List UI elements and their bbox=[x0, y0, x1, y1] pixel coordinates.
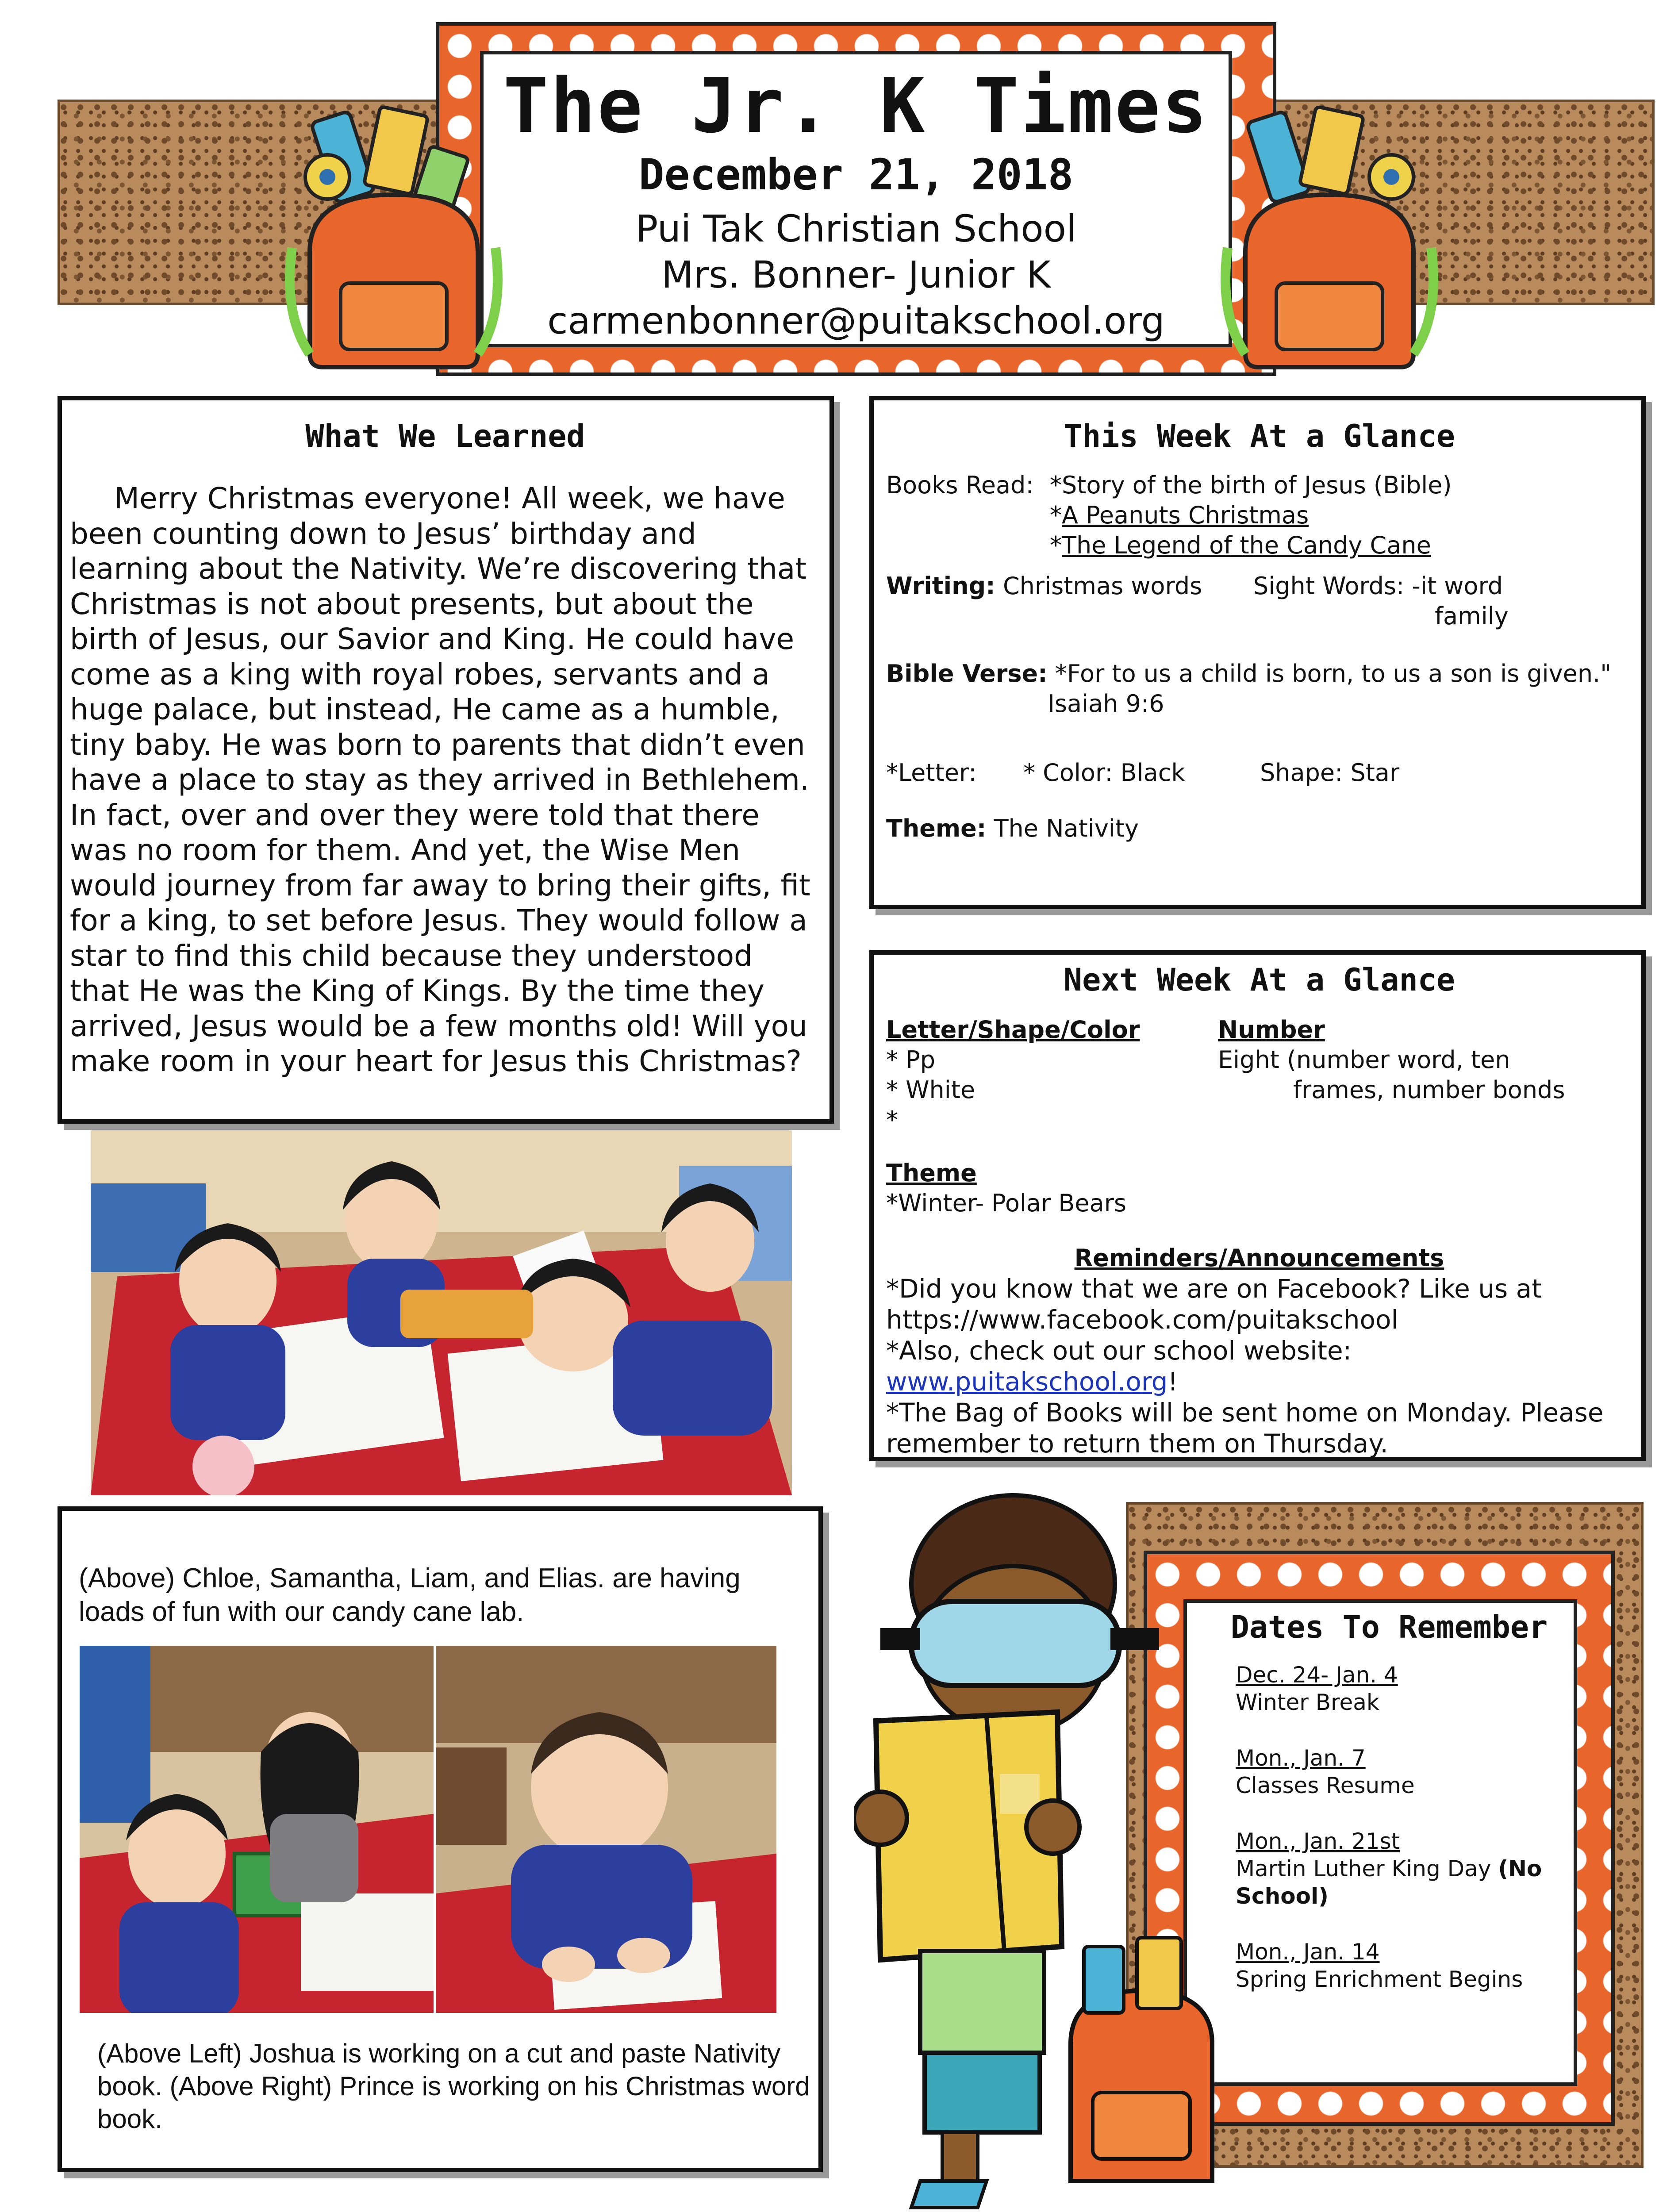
theme-row bbox=[886, 814, 1632, 844]
teacher-email: carmenbonner@puitakschool.org bbox=[547, 299, 1165, 342]
date-item bbox=[1236, 1828, 1560, 1910]
date-item-desc: Martin Luther King Day (No School) bbox=[1236, 1856, 1542, 1909]
reminders-text bbox=[886, 1273, 1632, 1459]
book-1: *Story of the birth of Jesus (Bible) bbox=[1050, 471, 1452, 499]
book-3: *The Legend of the Candy Cane bbox=[1050, 531, 1431, 559]
backpack-icon bbox=[1219, 106, 1440, 372]
shape-value: Shape: Star bbox=[1260, 759, 1400, 787]
kid-reading-icon bbox=[854, 1491, 1221, 2210]
book-2: *A Peanuts Christmas bbox=[1050, 501, 1309, 529]
caption-top: (Above) Chloe, Samantha, Liam, and Elias. are having loads of fun with our candy cane lab. bbox=[79, 1563, 741, 1627]
next-week-heading: Next Week At a Glance bbox=[1063, 962, 1455, 998]
next-letter: * Pp bbox=[886, 1046, 936, 1074]
next-theme-label: Theme bbox=[886, 1159, 977, 1187]
this-week-heading: This Week At a Glance bbox=[1063, 418, 1455, 454]
newsletter-date: December 21, 2018 bbox=[638, 150, 1074, 200]
photo-prince bbox=[436, 1646, 776, 2013]
backpack-icon bbox=[283, 106, 504, 372]
bible-verse-label: Bible Verse: bbox=[886, 660, 1048, 687]
next-week-top-row bbox=[886, 1015, 1632, 1135]
next-extra: * bbox=[886, 1106, 898, 1134]
letter-value: *Letter: bbox=[886, 759, 977, 787]
date-item bbox=[1236, 1744, 1560, 1799]
reminder-website: *Also, check out our school website: www.puitakschool.org! bbox=[886, 1336, 1352, 1397]
next-theme-value: *Winter- Polar Bears bbox=[886, 1189, 1127, 1217]
reminder-bag-of-books: *The Bag of Books will be sent home on Monday. Please remember to return them on Thursday. bbox=[886, 1398, 1604, 1459]
photo-candy-cane-lab bbox=[91, 1130, 792, 1495]
masthead bbox=[480, 51, 1232, 347]
date-item bbox=[1236, 1661, 1560, 1716]
bible-verse-row bbox=[886, 659, 1632, 719]
theme-value: The Nativity bbox=[994, 814, 1139, 842]
next-week-panel bbox=[869, 950, 1646, 1461]
book-3-title: The Legend of the Candy Cane bbox=[1062, 531, 1431, 559]
writing-label: Writing: bbox=[886, 572, 995, 600]
caption-bottom: (Above Left) Joshua is working on a cut and paste Nativity book. (Above Right) Prince is working on his Christmas word book. bbox=[97, 2039, 810, 2134]
next-color: * White bbox=[886, 1076, 975, 1104]
reminders-heading: Reminders/Announcements bbox=[1074, 1244, 1444, 1272]
date-item-note: (No School) bbox=[1236, 1856, 1542, 1909]
date-item-date: Mon., Jan. 21st bbox=[1236, 1828, 1400, 1854]
sight-words: Sight Words: -it word bbox=[1253, 572, 1503, 600]
dates-panel bbox=[1183, 1599, 1577, 2086]
theme-label: Theme: bbox=[886, 814, 987, 842]
books-read-label: Books Read: bbox=[886, 471, 1034, 499]
school-website-link[interactable]: www.puitakschool.org bbox=[886, 1367, 1168, 1397]
date-item-desc: Classes Resume bbox=[1236, 1773, 1415, 1798]
sight-words-cont: family bbox=[1435, 602, 1509, 630]
school-name: Pui Tak Christian School bbox=[635, 207, 1077, 250]
bible-verse-ref: Isaiah 9:6 bbox=[1048, 690, 1164, 718]
date-item-date: Mon., Jan. 7 bbox=[1236, 1745, 1366, 1771]
reminder-facebook-url[interactable]: https://www.facebook.com/puitakschool bbox=[886, 1305, 1398, 1335]
number-label: Number bbox=[1218, 1016, 1325, 1044]
dates-list bbox=[1236, 1661, 1560, 1993]
what-we-learned-panel bbox=[58, 396, 834, 1124]
color-value: * Color: Black bbox=[1023, 759, 1185, 787]
book-2-title: A Peanuts Christmas bbox=[1062, 501, 1309, 529]
what-we-learned-text: Merry Christmas everyone! All week, we have been counting down to Jesus’ birthday and learning about the Nativity. We’re discovering that Christmas is not about presents, but about the birth of Jesus, our Savior and King. He could have come as a king with royal robes, servants and a huge palace, but instead, He came as a humble, tiny baby. He was born to parents that didn’t even have a place to stay as they arrived in Bethlehem. In fact, over and over they were told that there was no room for them. And yet, the Wise Men would journey from far away to bring their gifts, fit for a king, to set before Jesus. They would follow a star to find this child because they understood that He was the King of Kings. By the time they arrived, Jesus would be a few months old! Will you make room in your heart for Jesus this Christmas? bbox=[70, 481, 810, 1078]
date-item bbox=[1236, 1938, 1560, 1993]
teacher-name: Mrs. Bonner- Junior K bbox=[661, 253, 1051, 296]
dates-heading: Dates To Remember bbox=[1230, 1609, 1548, 1645]
reminder-facebook: *Did you know that we are on Facebook? Like us at bbox=[886, 1274, 1542, 1304]
writing-value: Christmas words bbox=[1002, 572, 1202, 600]
date-item-date: Mon., Jan. 14 bbox=[1236, 1939, 1380, 1965]
books-read-row bbox=[886, 470, 1632, 561]
date-item-desc: Winter Break bbox=[1236, 1690, 1379, 1715]
photo-joshua bbox=[80, 1646, 434, 2013]
next-theme-block bbox=[886, 1158, 1632, 1218]
number-line-2: frames, number bonds bbox=[1293, 1076, 1565, 1104]
what-we-learned-heading: What We Learned bbox=[305, 418, 585, 454]
letter-shape-color-label: Letter/Shape/Color bbox=[886, 1016, 1140, 1044]
this-week-panel bbox=[869, 396, 1646, 909]
date-item-desc: Spring Enrichment Begins bbox=[1236, 1966, 1523, 1992]
letter-color-shape-row bbox=[886, 758, 1632, 788]
date-item-date: Dec. 24- Jan. 4 bbox=[1236, 1662, 1398, 1688]
newsletter-title: The Jr. K Times bbox=[503, 62, 1209, 150]
writing-row bbox=[886, 571, 1632, 631]
bible-verse-text: *For to us a child is born, to us a son is given." bbox=[1055, 660, 1612, 687]
number-line-1: Eight (number word, ten bbox=[1218, 1046, 1510, 1074]
